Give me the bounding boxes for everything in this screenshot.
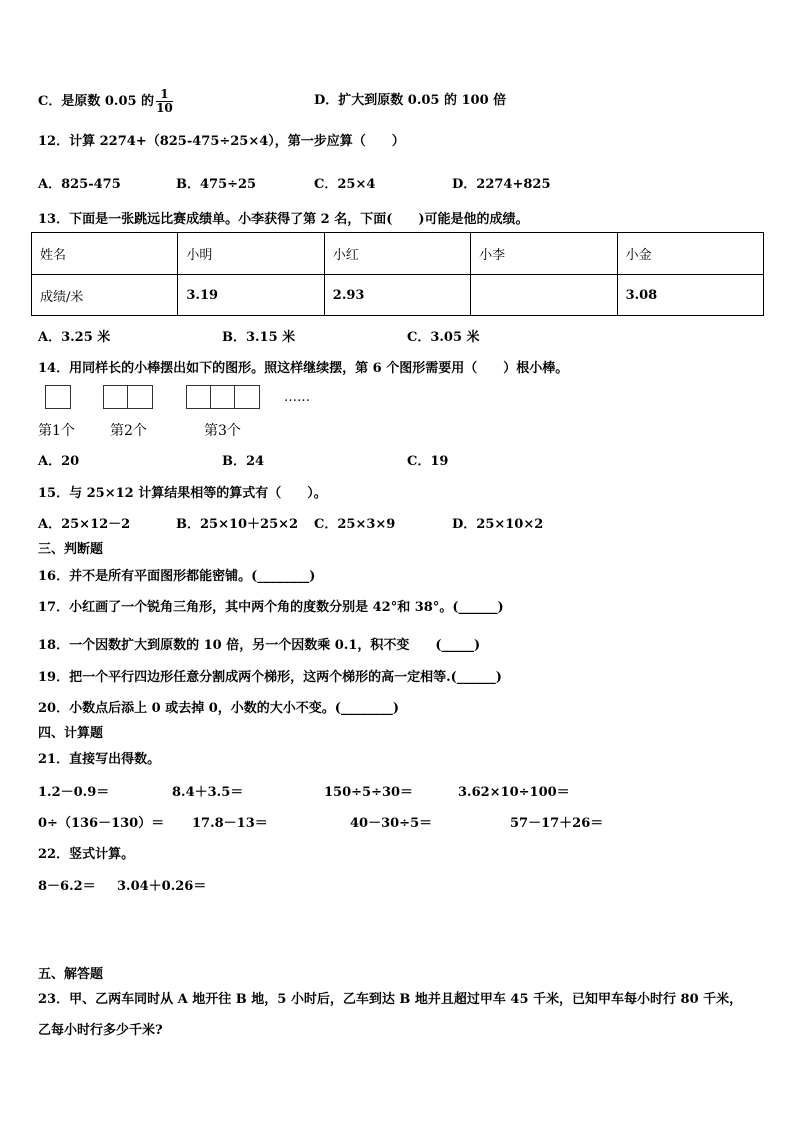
q14-option-c: C．19	[407, 454, 449, 469]
figure-label-3: 第3个	[204, 423, 241, 439]
q11-option-c-text: C．是原数 0.05 的	[38, 94, 155, 109]
q15-option-d: D．25×10×2	[452, 517, 544, 532]
q14-option-a: A．20	[38, 454, 80, 469]
q16: 16．并不是所有平面图形都能密铺。(________)	[38, 569, 316, 584]
section-heading-judgement: 三、判断题	[38, 542, 104, 557]
q19: 19．把一个平行四边形任意分割成两个梯形，这两个梯形的高一定相等.(______)	[38, 670, 502, 685]
q15-option-b: B．25×10＋25×2	[176, 517, 299, 532]
stick-square	[128, 386, 152, 408]
stick-square	[211, 386, 235, 408]
stick-square	[46, 386, 70, 408]
q13-option-a: A．3.25 米	[38, 330, 111, 345]
section-heading-calculation: 四、计算题	[38, 726, 104, 741]
q18: 18．一个因数扩大到原数的 10 倍，另一个因数乘 0.1，积不变 (_____)	[38, 638, 481, 653]
q13-option-c: C．3.05 米	[407, 330, 480, 345]
q11-option-d: D．扩大到原数 0.05 的 100 倍	[314, 93, 507, 108]
q13-stem: 13．下面是一张跳远比赛成绩单。小李获得了第 2 名，下面( )可能是他的成绩。	[38, 212, 529, 227]
table-cell: 3.08	[617, 275, 763, 316]
table-cell: 成绩/米	[32, 275, 178, 316]
fraction	[156, 88, 173, 115]
q20: 20．小数点后添上 0 或去掉 0，小数的大小不变。(________)	[38, 701, 400, 716]
table-header-cell: 小李	[471, 233, 617, 275]
q15-option-c: C．25×3×9	[314, 517, 396, 532]
stick-figure-3	[186, 385, 260, 409]
q21-item: 8.4＋3.5＝	[172, 785, 244, 800]
q21-item: 1.2－0.9＝	[38, 785, 110, 800]
q12-option-a: A．825-475	[38, 177, 121, 192]
q12-option-d: D．2274+825	[452, 177, 551, 192]
q13-option-b: B．3.15 米	[222, 330, 296, 345]
table-header-cell: 姓名	[32, 233, 178, 275]
q21-stem: 21．直接写出得数。	[38, 752, 161, 767]
q12-option-c: C．25×4	[314, 177, 376, 192]
q17: 17．小红画了一个锐角三角形，其中两个角的度数分别是 42°和 38°。(______)	[38, 600, 504, 615]
q15-option-a: A．25×12－2	[38, 517, 131, 532]
q21-item: 3.62×10÷100＝	[458, 785, 570, 800]
stick-figure-1	[45, 385, 71, 409]
fraction-denominator: 10	[156, 101, 173, 115]
q21-item: 40－30÷5＝	[350, 816, 433, 831]
q21-item: 17.8－13＝	[192, 816, 268, 831]
table-cell	[471, 275, 617, 316]
score-table	[31, 232, 764, 316]
q21-item: 57－17＋26＝	[510, 816, 604, 831]
figure-label-1: 第1个	[38, 423, 75, 439]
table-header-cell: 小金	[617, 233, 763, 275]
table-header-cell: 小明	[178, 233, 324, 275]
q22-stem: 22．竖式计算。	[38, 847, 135, 862]
q23-line2: 乙每小时行多少千米?	[38, 1023, 163, 1038]
q22-item: 8－6.2＝	[38, 879, 96, 894]
q12-stem: 12．计算 2274+（825-475÷25×4），第一步应算（ ）	[38, 134, 405, 149]
table-header-row	[32, 233, 764, 275]
table-cell: 3.19	[178, 275, 324, 316]
figure-label-2: 第2个	[110, 423, 147, 439]
q12-option-b: B．475÷25	[176, 177, 257, 192]
q11-option-c	[38, 88, 173, 115]
q21-item: 0÷（136－130）＝	[38, 816, 165, 831]
figure-ellipsis: ……	[284, 390, 310, 405]
stick-figure-2	[103, 385, 153, 409]
q21-item: 150÷5÷30＝	[324, 785, 414, 800]
stick-square	[187, 386, 211, 408]
q22-item: 3.04＋0.26＝	[117, 879, 207, 894]
q23-line1: 23．甲、乙两车同时从 A 地开往 B 地，5 小时后，乙车到达 B 地并且超过甲车 45 千米，已知甲车每小时行 80 千米，	[38, 992, 743, 1007]
table-row	[32, 275, 764, 316]
table-header-cell: 小红	[324, 233, 470, 275]
fraction-numerator: 1	[156, 88, 173, 102]
q15-stem: 15．与 25×12 计算结果相等的算式有（ ）。	[38, 486, 327, 501]
table-cell: 2.93	[324, 275, 470, 316]
q14-option-b: B．24	[222, 454, 265, 469]
q14-stem: 14．用同样长的小棒摆出如下的图形。照这样继续摆，第 6 个图形需要用（ ）根小棒。	[38, 361, 569, 376]
stick-square	[235, 386, 259, 408]
stick-square	[104, 386, 128, 408]
section-heading-word-problems: 五、解答题	[38, 967, 104, 982]
